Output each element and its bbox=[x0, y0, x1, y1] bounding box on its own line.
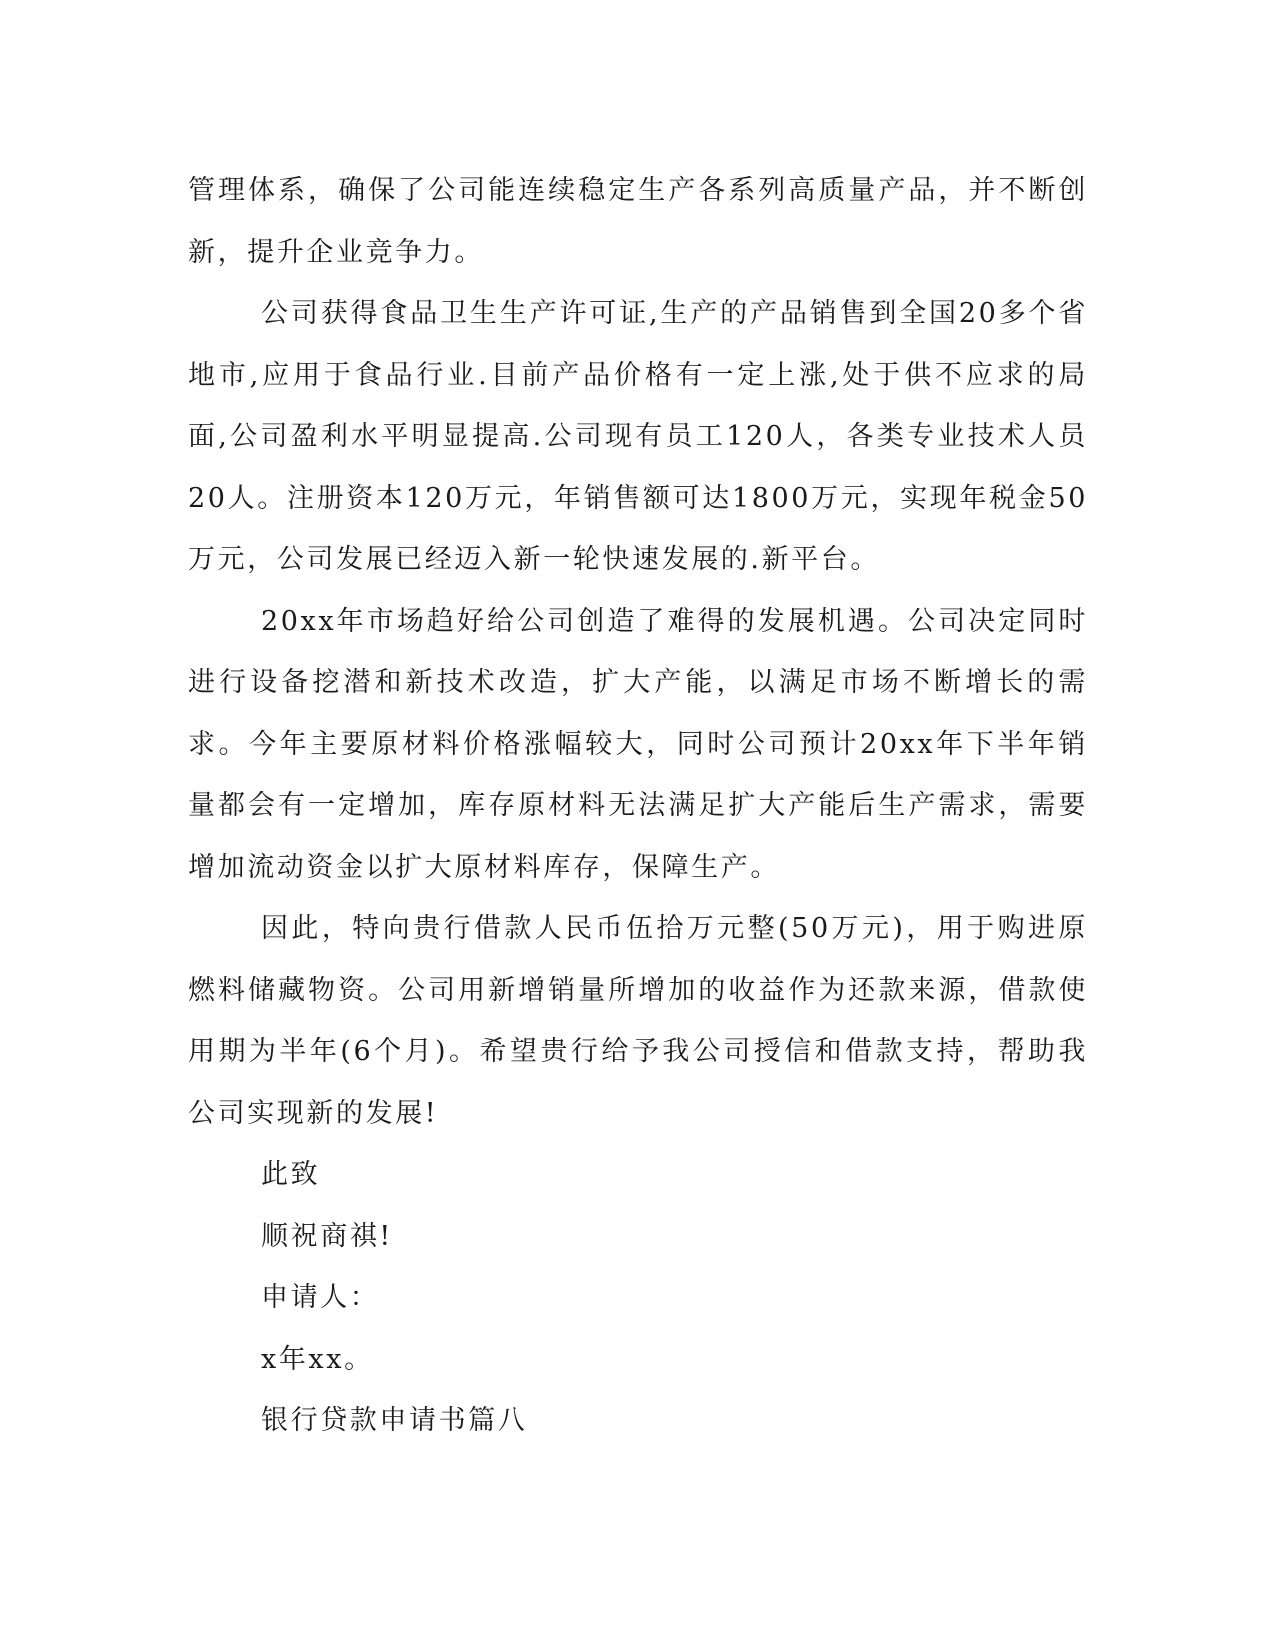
closing-wishes: 顺祝商祺! bbox=[261, 1220, 393, 1252]
next-section-title: 银行贷款申请书篇八 bbox=[261, 1405, 528, 1436]
letter-body bbox=[188, 160, 1088, 1452]
paragraph-management-system: 管理体系，确保了公司能连续稳定生产各系列高质量产品，并不断创新，提升企业竞争力。 bbox=[188, 175, 1088, 268]
applicant-label: 申请人： bbox=[261, 1282, 380, 1313]
paragraph-loan-request: 因此，特向贵行借款人民币伍拾万元整(50万元)，用于购进原燃料储藏物资。公司用新增销量所增加的收益作为还款来源，借款使用期为半年(6个月)。希望贵行给予我公司授信和借款支持，帮助我公司实现新的发展! bbox=[188, 913, 1088, 1129]
paragraph-market-opportunity: 20xx年市场趋好给公司创造了难得的发展机遇。公司决定同时进行设备挖潜和新技术改造，扩大产能，以满足市场不断增长的需求。今年主要原材料价格涨幅较大，同时公司预计20xx年下半年销量都会有一定增加，库存原材料无法满足扩大产能后生产需求，需要增加流动资金以扩大原材料库存，保障生产。 bbox=[188, 605, 1088, 883]
date-line: x年xx。 bbox=[261, 1343, 374, 1375]
closing-salutation: 此致 bbox=[261, 1159, 321, 1190]
paragraph-company-profile: 公司获得食品卫生生产许可证,生产的产品销售到全国20多个省地市,应用于食品行业.目前产品价格有一定上涨,处于供不应求的局面,公司盈利水平明显提高.公司现有员工120人，各类专业技术人员20人。注册资本120万元，年销售额可达1800万元，实现年税金50万元，公司发展已经迈入新一轮快速发展的.新平台。 bbox=[188, 298, 1088, 575]
